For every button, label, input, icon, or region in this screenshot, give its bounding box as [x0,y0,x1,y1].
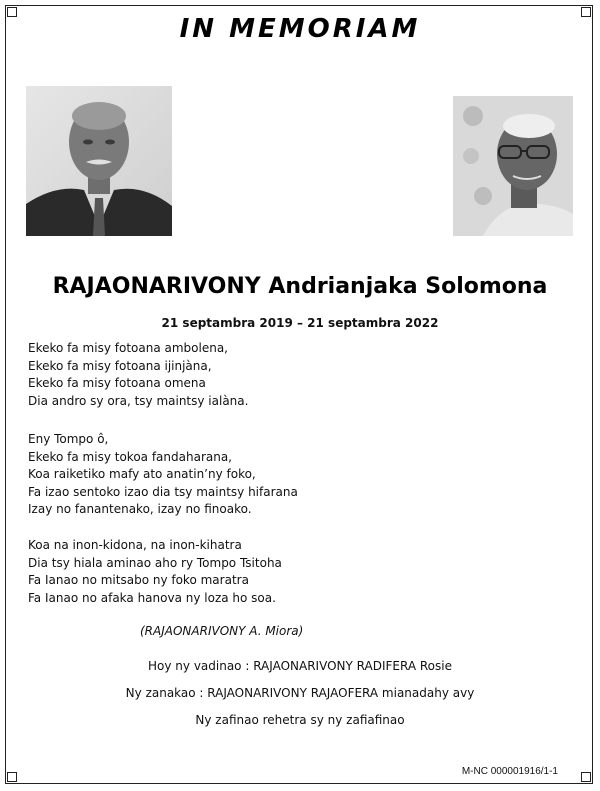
poem-line: Izay no fanantenako, izay no finoako. [28,502,252,516]
poem-line: Dia andro sy ora, tsy maintsy ialàna. [28,393,249,408]
portrait-photo-right [453,96,573,236]
frame-corner-ornament [7,772,17,782]
page-title: IN MEMORIAM [179,14,421,44]
poem-line: Fa izao sentoko izao dia tsy maintsy hifarana [28,484,298,499]
poem-line: Eny Tompo ô, [28,432,109,446]
poem-author: (RAJAONARIVONY A. Miora) [140,624,304,638]
date-range: 21 septambra 2019 – 21 septambra 2022 [161,316,439,330]
poem-line: Koa na inon-kidona, na inon-kihatra [28,538,242,552]
portrait-photo-left [26,86,172,236]
poem-stanza [28,340,248,410]
poem-line: Fa Ianao no afaka hanova ny loza ho soa. [28,590,276,605]
family-line-spouse: Hoy ny vadinao : RAJAONARIVONY RADIFERA Rosie [148,659,452,673]
poem-line: Koa raiketiko mafy ato anatin’ny foko, [28,467,256,481]
poem-line: Dia tsy hiala aminao aho ry Tompo Tsitoha [28,555,282,570]
poem-line: Ekeko fa misy tokoa fandaharana, [28,449,232,464]
family-line-grandchildren: Ny zafinao rehetra sy ny zafiafinao [195,713,405,727]
frame-corner-ornament [581,772,591,782]
poem-line: Fa Ianao no mitsabo ny foko maratra [28,573,249,587]
poem-line: Ekeko fa misy fotoana omena [28,376,206,390]
poem-stanza [28,537,282,607]
poem-line: Ekeko fa misy fotoana ambolena, [28,341,228,355]
poem-stanza [28,431,298,519]
family-line-children: Ny zanakao : RAJAONARIVONY RAJAOFERA mianadahy avy [125,686,475,700]
poem-line: Ekeko fa misy fotoana ijinjàna, [28,358,212,373]
reference-code: M-NC 000001916/1-1 [461,766,558,777]
deceased-name: RAJAONARIVONY Andrianjaka Solomona [52,274,548,299]
